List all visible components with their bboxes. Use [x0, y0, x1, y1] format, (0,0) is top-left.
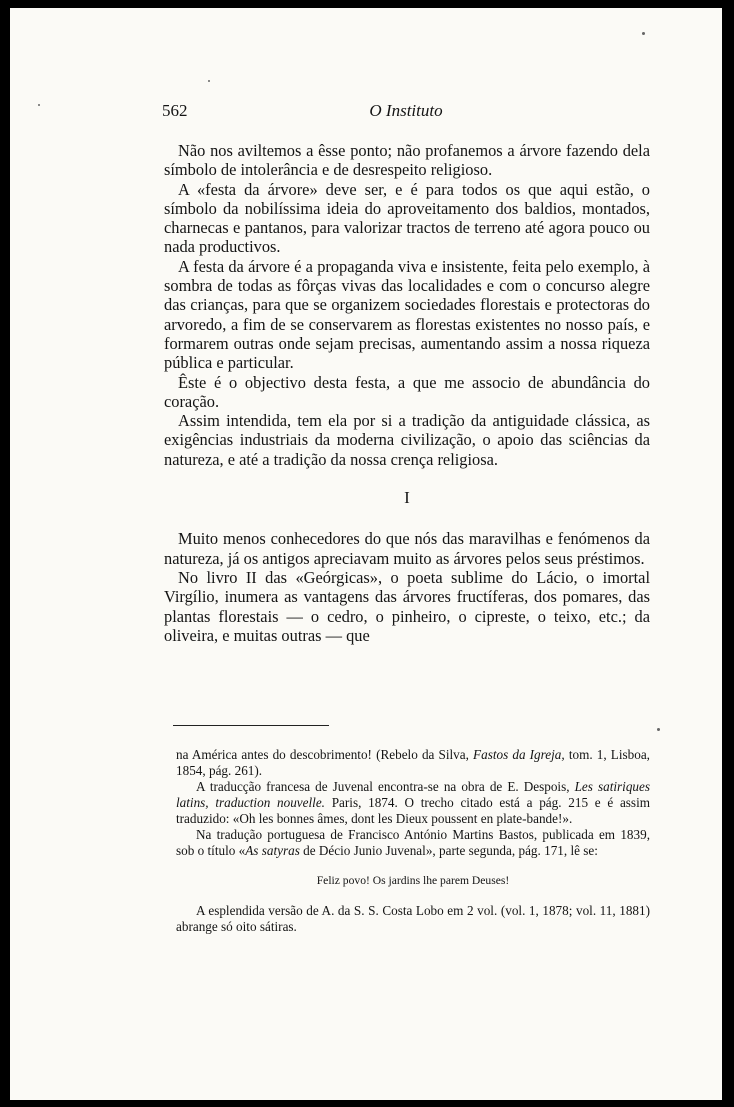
- footnote-portuguese: Na tradução portuguesa de Francisco António Martins Bastos, publicada em 1839, sob o título «As satyras de Décio Junio Juvenal», parte segunda, pág. 171, lê se:: [176, 827, 650, 858]
- running-title: O Instituto: [369, 101, 443, 120]
- paragraph: A «festa da árvore» deve ser, e é para todos os que aqui estão, o símbolo da nobilíssima ideia do aproveitamento dos baldios, montados, charnecas e pantanos, para valorizar tractos de terreno até agora pouco ou nada productivos.: [164, 179, 650, 257]
- footnote-french: A traducção francesa de Juvenal encontra-se na obra de E. Despois, Les satiriques latins, traduction nouvelle. Paris, 1874. O trecho citado está a pág. 215 e é assim traduzido: «Oh les bonnes âmes, dont les Dieux poussent en plate-bande!».: [176, 779, 650, 826]
- paper-speck: [642, 32, 645, 35]
- paragraph: No livro II das «Geórgicas», o poeta sublime do Lácio, o imortal Virgílio, inumera as vantagens das árvores fructíferas, dos pomares, das plantas florestais — o cedro, o pinheiro, o cipreste, o teixo, etc.; da oliveira, e muitas outras — que: [164, 567, 650, 645]
- footnote-continuation: na América antes do descobrimento! (Rebelo da Silva, Fastos da Igreja, tom. 1, Lisboa, 1854, pág. 261).: [176, 747, 650, 778]
- paragraph: Não nos aviltemos a êsse ponto; não profanemos a árvore fazendo dela símbolo de intolerância e de desrespeito religioso.: [164, 141, 650, 180]
- book-page: [10, 8, 722, 1100]
- page-header: [162, 101, 650, 127]
- page-number: 562: [162, 101, 188, 120]
- footnote-costa-lobo: A esplendida versão de A. da S. S. Costa Lobo em 2 vol. (vol. 1, 1878; vol. 11, 1881) abrange só oito sátiras.: [176, 903, 650, 934]
- section-heading: I: [404, 488, 410, 508]
- paper-speck: [208, 80, 210, 82]
- paper-speck: [657, 728, 660, 731]
- paragraph: Êste é o objectivo desta festa, a que me associo de abundância do coração.: [164, 372, 650, 411]
- paragraph: Muito menos conhecedores do que nós das maravilhas e fenómenos da natureza, já os antigos apreciavam muito as árvores pelos seus préstimos.: [164, 529, 650, 568]
- main-text: [164, 141, 650, 645]
- footnotes: [176, 747, 650, 935]
- paragraph: A festa da árvore é a propaganda viva e insistente, feita pelo exemplo, à sombra de todas as fôrças vivas das localidades e com o concurso alegre das crianças, para que se organizem sociedades florestais e protectoras do arvoredo, a fim de se conservarem as florestas existentes no nosso país, e formarem outras onde sejam precisas, aumentando assim a nossa riqueza pública e particular.: [164, 256, 650, 373]
- paper-speck: [38, 104, 40, 106]
- paragraph: Assim intendida, tem ela por si a tradição da antiguidade clássica, as exigências industriais da moderna civilização, o apoio das sciências da natureza, e até a tradição da nossa crença religiosa.: [164, 411, 650, 469]
- footnote-separator: [173, 725, 329, 726]
- verse-quote: Feliz povo! Os jardins lhe parem Deuses!: [316, 874, 510, 887]
